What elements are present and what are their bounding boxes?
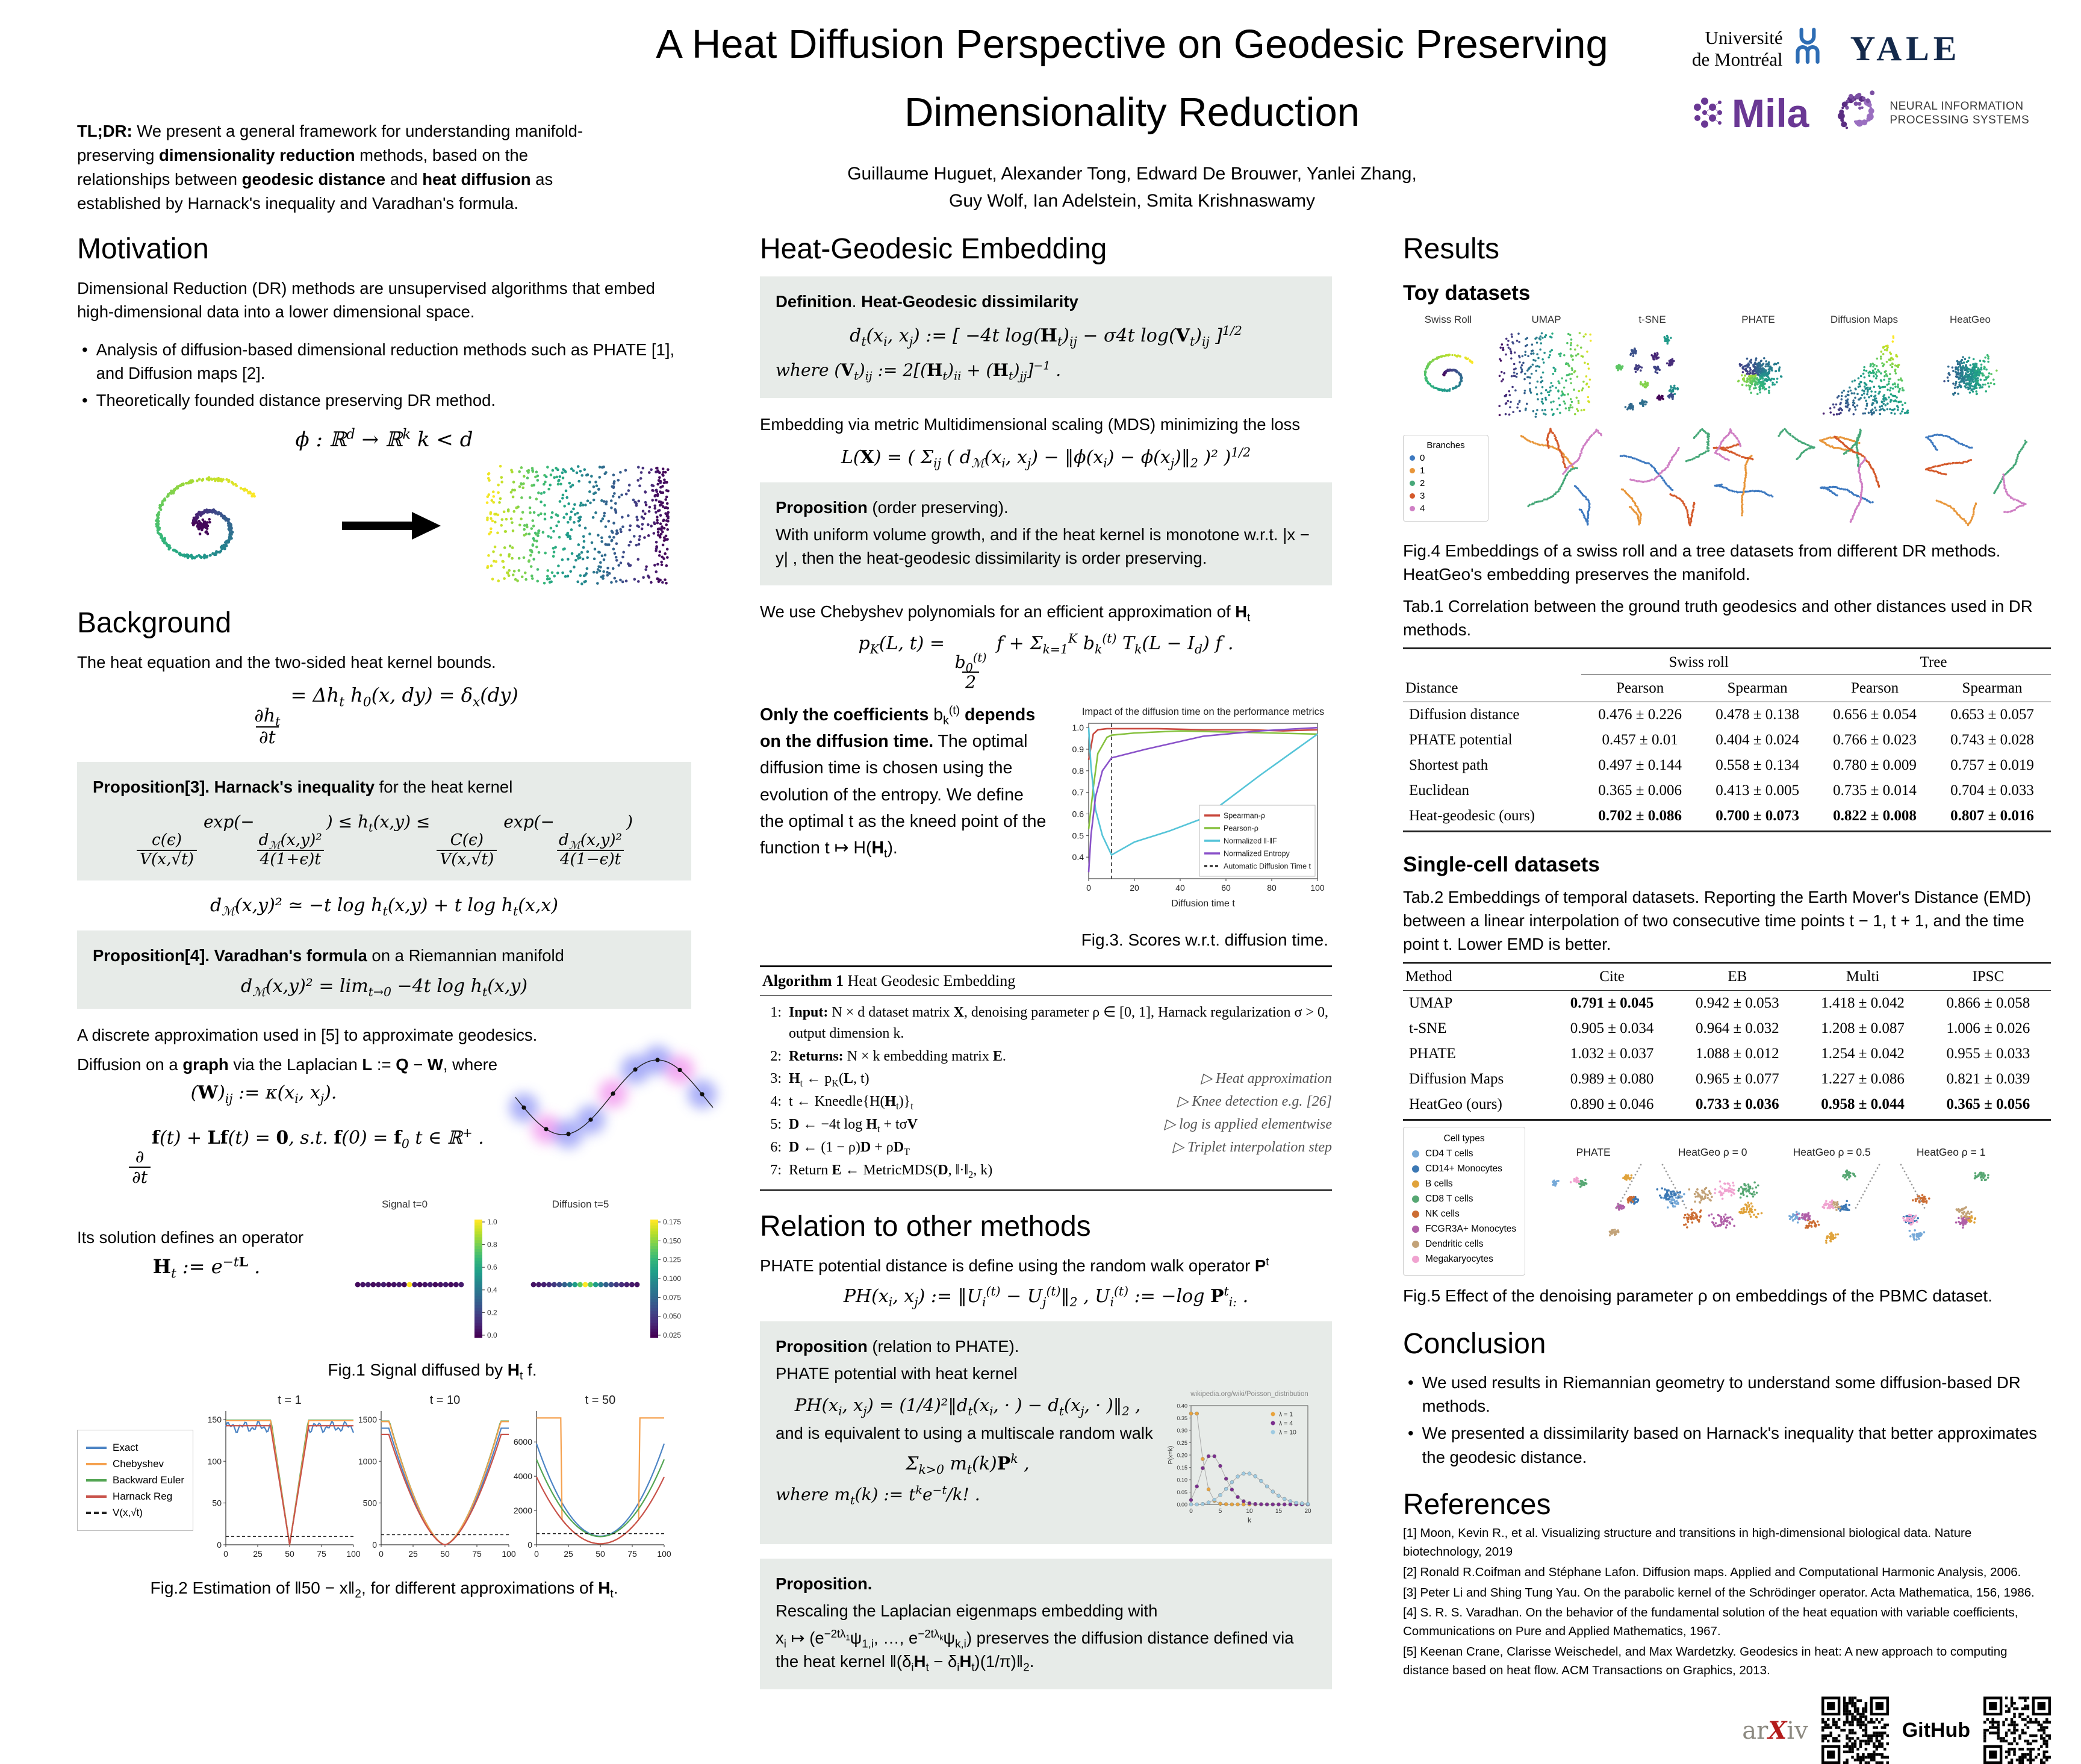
definition-title: Definition. Heat-Geodesic dissimilarity	[776, 290, 1316, 313]
svg-text:15: 15	[1275, 1508, 1283, 1515]
svg-text:5: 5	[1219, 1508, 1222, 1515]
fig5-block	[1403, 1127, 2051, 1276]
column-left	[77, 234, 691, 1601]
algorithm-title: Algorithm 1 Heat Geodesic Embedding	[760, 965, 1332, 996]
proposition-order-box	[760, 482, 1332, 585]
svg-text:0.00: 0.00	[1177, 1502, 1187, 1508]
svg-text:0.5: 0.5	[1072, 831, 1084, 840]
neurips-logo	[1833, 87, 2029, 140]
udem-logo	[1692, 27, 1826, 70]
fig3-row	[760, 702, 1332, 926]
prop-phate-line1: PHATE potential with heat kernel	[776, 1362, 1316, 1385]
fig2-caption: Fig.2 Estimation of ‖50 − $x‖_2$, for different approximations of $H_t$.	[77, 1579, 691, 1598]
mds-text: Embedding via metric Multidimensional scaling (MDS) minimizing the loss	[760, 413, 1332, 436]
svg-text:0.125: 0.125	[663, 1255, 681, 1264]
fig4-caption: Fig.4 Embeddings of a swiss roll and a tree datasets from different DR methods. HeatGeo's embedding preserves the manifold.	[1403, 539, 2051, 586]
svg-text:25: 25	[564, 1549, 573, 1559]
single-cell-heading: Single-cell datasets	[1403, 853, 2051, 877]
svg-text:Normalized Entropy: Normalized Entropy	[1224, 850, 1290, 858]
poster-title-line2: Dimensionality Reduction	[602, 92, 1662, 132]
svg-text:500: 500	[363, 1498, 378, 1507]
graph-diffusion-block	[77, 1053, 691, 1103]
svg-text:4000: 4000	[514, 1471, 532, 1481]
arxiv-part2: iv	[1787, 1717, 1808, 1745]
rescale-body: $x_i$ ↦ ($e^{-2t\lambda_1}\psi_{1,i}$, …, $e^{-2t\lambda_k}\psi_{k,i}$) preserves the diffusion distance defined via the heat kernel $‖(\delta_iH_t$ − $\delta_iH_t)(1/\pi)‖_2$.	[776, 1626, 1316, 1673]
svg-text:60: 60	[1221, 883, 1231, 893]
proposition-rescale-box	[760, 1559, 1332, 1689]
svg-text:0.05: 0.05	[1177, 1489, 1187, 1495]
udem-line2: de Montréal	[1692, 49, 1783, 70]
svg-text:0: 0	[1086, 883, 1091, 893]
svg-text:0.15: 0.15	[1177, 1465, 1187, 1471]
heatgeo-heading: Heat-Geodesic Embedding	[760, 234, 1332, 266]
svg-text:0.050: 0.050	[663, 1312, 681, 1320]
svg-text:0: 0	[223, 1549, 228, 1559]
multiscale-formula: $\Sigma_{k>0}$ $m_t(k)P^k$ ,	[776, 1453, 1160, 1474]
footer-links	[1403, 1697, 2051, 1764]
neurips-icon	[1833, 87, 1885, 140]
graph-signal-figure	[511, 1035, 715, 1158]
operator-formula: $H_t$ := $e^{-tL}$ .	[77, 1255, 336, 1278]
svg-text:0.6: 0.6	[487, 1263, 497, 1271]
svg-text:100: 100	[502, 1549, 516, 1559]
conclusion-heading: Conclusion	[1403, 1329, 2051, 1360]
tab1-caption: Tab.1 Correlation between the ground truth geodesics and other distances used in DR methods.	[1403, 594, 2051, 641]
svg-text:100: 100	[208, 1456, 222, 1466]
table1-correlations: Swiss roll Tree Distance Pearson Spearman Pearson Spearman Diffusion distance 0.476 ± 0.226 0.478 ± 0.138 0.656 ± 0.054 0.653 ± 0.057 PHATE potential 0.457 ± 0.01 0.404 ± 0.024 0.766 ± 0.023 0.743 ± 0.028 Shortest path 0.497 ± 0.144 0.558 ± 0.134 0.780 ± 0.009 0.757 ± 0.019 Euclidean 0.365 ± 0.006 0.413 ± 0.005 0.735 ± 0.014 0.704 ± 0.033 Heat-geodesic (ours) 0.702 ± 0.086 0.700 ± 0.073 0.822 ± 0.008 0.807 ± 0.016	[1403, 647, 2051, 832]
cell-types-legend-items: CD4 T cells CD14+ Monocytes B cells CD8 T cells NK cells FCGR3A+ Monocytes Dendritic cells Megakaryocytes	[1412, 1148, 1516, 1265]
table2-emd: Method Cite EB Multi IPSC UMAP 0.791 ± 0.045 0.942 ± 0.053 1.418 ± 0.042 0.866 ± 0.058 t-SNE 0.905 ± 0.034 0.964 ± 0.032 1.208 ± 0.087 1.006 ± 0.026 PHATE 1.032 ± 0.037 1.088 ± 0.012 1.254 ± 0.042 0.955 ± 0.033 Diffusion Maps 0.989 ± 0.080 0.965 ± 0.077 1.227 ± 0.086 0.821 ± 0.039 HeatGeo (ours) 0.890 ± 0.046 0.733 ± 0.036 0.958 ± 0.044 0.365 ± 0.056	[1403, 962, 2051, 1121]
svg-text:Diffusion t=5: Diffusion t=5	[552, 1198, 609, 1210]
svg-text:t = 10: t = 10	[430, 1394, 461, 1407]
fig3-diffusion-time-chart	[1055, 702, 1332, 926]
svg-text:25: 25	[408, 1549, 418, 1559]
svg-text:Automatic Diffusion Time t: Automatic Diffusion Time t	[1224, 862, 1311, 871]
svg-text:Diffusion time t: Diffusion time t	[1171, 899, 1235, 909]
svg-text:75: 75	[627, 1549, 637, 1559]
udem-line1: Université	[1692, 27, 1783, 49]
svg-text:Spearman-ρ: Spearman-ρ	[1224, 812, 1265, 820]
algorithm-box	[760, 965, 1332, 1191]
mila-wordmark: Mila	[1732, 90, 1809, 136]
fig1-caption: Fig.1 Signal diffused by $H_t$ f.	[77, 1360, 691, 1380]
svg-text:0: 0	[1189, 1508, 1193, 1515]
svg-text:1500: 1500	[358, 1414, 377, 1424]
udem-wordmark	[1692, 27, 1783, 70]
svg-text:50: 50	[440, 1549, 450, 1559]
phate-intro: PHATE potential distance is define using the random walk operator $P^t$	[760, 1254, 1332, 1277]
svg-text:0.40: 0.40	[1177, 1403, 1187, 1409]
svg-text:50: 50	[285, 1549, 294, 1559]
mila-logo	[1692, 90, 1809, 136]
operator-block	[77, 1195, 336, 1278]
github-qr-code	[1983, 1697, 2051, 1764]
fig5-caption: Fig.5 Effect of the denoising parameter ρ on embeddings of the PBMC dataset.	[1403, 1284, 2051, 1307]
arxiv-x-glyph: X	[1768, 1716, 1787, 1745]
dm-approx-formula: $d_ℳ(x,y)^2$ ≃ −t $\log h_t(x,y) + t$ $\log h_t(x,x)$	[77, 895, 691, 916]
ode-formula: $\frac{\partial}{\partial t}$ f(t) + Lf(t) = 0, s.t. $f(0) = f_0$ t ∈ ℝ+ .	[77, 1127, 535, 1186]
background-lead: The heat equation and the two-sided heat kernel bounds.	[77, 650, 691, 674]
neurips-line1: NEURAL INFORMATION	[1890, 99, 2029, 114]
fig2-legend: Exact Chebyshev Backward Euler Harnack Reg V(x,√t)	[77, 1430, 193, 1531]
mapping-formula: ϕ : ℝ$^d$ → ℝ$^k$ k < d	[77, 428, 691, 452]
neurips-line2: PROCESSING SYSTEMS	[1890, 113, 2029, 128]
order-title: Proposition (order preserving).	[776, 496, 1316, 519]
swissroll-embedding-figure	[77, 455, 691, 593]
svg-text:0.30: 0.30	[1177, 1428, 1187, 1434]
arxiv-logo	[1742, 1716, 1808, 1745]
column-middle	[760, 234, 1332, 1704]
phate-heat-formula: $PH(x_i$, $x_j$) = $(1/4)^2‖d_t(x_i$, · ) − $d_t(x_j$, · )$‖_2$ ,	[776, 1395, 1160, 1415]
mds-loss-formula: L(X) = ( $\Sigma_{ij}$ ( $d_ℳ(x_i$, $x_j$) − $‖\phi(x_i)$ − $\phi(x_j)‖_2$ )² )$^{1/2}$	[760, 447, 1332, 468]
chebyshev-text: We use Chebyshev polynomials for an efficient approximation of $H_t$	[760, 600, 1332, 623]
fig2-approximation-plots	[197, 1389, 679, 1571]
fig5-pbmc-panels: PHATE HeatGeo ρ = 0 HeatGeo ρ = 0.5 HeatGeo ρ = 1	[1534, 1146, 2011, 1257]
proposition-phate-box	[760, 1321, 1332, 1544]
poisson-distribution-figure	[1165, 1389, 1316, 1532]
phate-formula: $PH(x_i$, $x_j$) := $‖U_i^{(t)}$ − $U_j^{(t)}‖_2$ , $U_i^{(t)}$ := −log $P^t_{i:}$ .	[760, 1286, 1332, 1307]
svg-text:0.100: 0.100	[663, 1274, 681, 1283]
arxiv-qr-code	[1821, 1697, 1889, 1764]
poster-title-line1: A Heat Diffusion Perspective on Geodesic Preserving	[602, 24, 1662, 64]
svg-text:Normalized ‖·‖F: Normalized ‖·‖F	[1224, 837, 1277, 846]
svg-text:0.25: 0.25	[1177, 1440, 1187, 1446]
yale-logo: YALE	[1850, 28, 1961, 69]
relation-heading: Relation to other methods	[760, 1211, 1332, 1243]
varadhan-formula: $d_ℳ(x,y)^2 = \lim_{t\to 0} -4t$ $\log h_t(x,y)$	[93, 976, 676, 997]
svg-text:λ = 10: λ = 10	[1279, 1429, 1296, 1436]
harnack-formula: $\frac{c(\epsilon)}{V(x,√t)}$ exp(− $\frac{d_ℳ(x,y)^2}{4(1+\epsilon)t}$ ) ≤ $h_t(x,y)$ ≤ $\frac{C(\epsilon)}{V(x,√t)}$ exp(− $\frac{d_ℳ(x,y)^2}{4(1-\epsilon)t}$ )	[93, 812, 676, 868]
graph-text: Diffusion on a graph via the Laplacian L := Q − W, where	[77, 1053, 499, 1076]
chebyshev-formula: $p_K(L$, t) = $\frac{b_0^{(t)}}{2}$ $f + \Sigma_{k=1}^K$ $b_k^{(t)}$ $T_k(L - I_d)$ f .	[760, 633, 1332, 692]
svg-text:100: 100	[657, 1549, 671, 1559]
svg-text:0.35: 0.35	[1177, 1415, 1187, 1421]
cell-types-legend	[1403, 1127, 1525, 1276]
coefficients-text: Only the coefficients $b_k^{(t)}$ depends on the diffusion time. The optimal diffusion time is chosen using the evolution of the entropy. We define the optimal t as the kneed point of the function t ↦ $H(H_t)$.	[760, 702, 1049, 861]
svg-text:75: 75	[472, 1549, 482, 1559]
svg-text:100: 100	[1310, 883, 1325, 893]
github-label: GitHub	[1902, 1719, 1970, 1742]
svg-text:50: 50	[212, 1498, 222, 1507]
svg-text:10: 10	[1246, 1508, 1253, 1515]
svg-text:1.0: 1.0	[1072, 723, 1084, 732]
svg-text:Impact of the diffusion time o: Impact of the diffusion time on the performance metrics	[1082, 706, 1324, 717]
operator-fig1-row	[77, 1195, 691, 1353]
equivalence-text: and is equivalent to using a multiscale random walk	[776, 1421, 1160, 1445]
svg-text:100: 100	[346, 1549, 361, 1559]
motivation-heading: Motivation	[77, 234, 691, 266]
references-list: [1] Moon, Kevin R., et al. Visualizing structure and transitions in high-dimensional biological data. Nature biotechnology, 2019 [2] Ronald R.Coifman and Stéphane Lafon. Diffusion maps. Applied and Computational Harmonic Analysis, 2006. [3] Peter Li and Shing Tung Yau. On the parabolic kernel of the Schrödinger operator. Acta Mathematica, 156, 1986. [4] S. R. S. Varadhan. On the behavior of the fundamental solution of the heat equation with variable coefficients, Communications on Pure and Applied Mathematics, 1967. [5] Keenan Crane, Clarisse Weischedel, and Max Wardetzky. Geodesics in heat: A new approach to computing distance based on heat flow. ACM Transactions on Graphics, 2013.	[1403, 1524, 2051, 1680]
phate-equivalence-block	[776, 1389, 1160, 1510]
proposition-varadhan-box	[77, 930, 691, 1009]
svg-text:wikipedia.org/wiki/Poisson_dis: wikipedia.org/wiki/Poisson_distribution	[1190, 1391, 1308, 1398]
svg-text:0.075: 0.075	[663, 1293, 681, 1301]
svg-text:40: 40	[1175, 883, 1185, 893]
motivation-intro: Dimensional Reduction (DR) methods are unsupervised algorithms that embed high-dimensional data into a lower dimensional space.	[77, 276, 691, 323]
logos-row2	[1692, 87, 2071, 140]
svg-text:P(x=k): P(x=k)	[1167, 1446, 1174, 1465]
fig1-diffused-signal	[336, 1195, 685, 1353]
cell-types-legend-title: Cell types	[1412, 1133, 1516, 1144]
svg-text:0.4: 0.4	[487, 1285, 497, 1294]
svg-text:150: 150	[208, 1414, 222, 1424]
rescale-line1: Rescaling the Laplacian eigenmaps embedding with	[776, 1599, 1316, 1622]
prop-phate-title: Proposition (relation to PHATE).	[776, 1335, 1316, 1358]
svg-text:0.9: 0.9	[1072, 744, 1084, 754]
dissimilarity-formula: $d_t(x_i$, $x_j$) := [ −4t $\log(H_t)_{ij} - \sigma 4t$ $\log(V_t)_{ij}$ ]$^{1/2}$	[776, 325, 1316, 346]
svg-text:0: 0	[527, 1540, 532, 1550]
svg-text:0.150: 0.150	[663, 1236, 681, 1245]
background-heading: Background	[77, 608, 691, 640]
proposition-harnack-box	[77, 762, 691, 880]
mila-icon	[1692, 96, 1727, 130]
svg-text:2000: 2000	[514, 1506, 532, 1515]
column-right	[1403, 234, 2051, 1764]
svg-text:0: 0	[379, 1549, 384, 1559]
svg-text:t = 50: t = 50	[585, 1394, 616, 1407]
prop4-title: Proposition[4]. Varadhan's formula on a Riemannian manifold	[93, 944, 676, 967]
svg-text:6000: 6000	[514, 1437, 532, 1447]
svg-text:1.0: 1.0	[487, 1218, 497, 1226]
svg-text:0.0: 0.0	[487, 1331, 497, 1339]
svg-text:k: k	[1248, 1516, 1252, 1524]
results-heading: Results	[1403, 234, 2051, 266]
fig2-block	[77, 1389, 691, 1571]
authors-line1: Guillaume Huguet, Alexander Tong, Edward De Brouwer, Yanlei Zhang,	[602, 160, 1662, 187]
logos-row1	[1692, 27, 2071, 70]
svg-text:75: 75	[317, 1549, 326, 1559]
fig4-embeddings-grid: Swiss Roll UMAP t-SNE PHATE Diffusion Maps HeatGeo Branches 0 1 2 3 4	[1403, 314, 2051, 531]
udem-icon	[1789, 27, 1826, 64]
authors-line2: Guy Wolf, Ian Adelstein, Smita Krishnaswamy	[602, 187, 1662, 214]
references-heading: References	[1403, 1489, 2051, 1521]
neurips-wordmark	[1890, 99, 2029, 128]
svg-text:0: 0	[534, 1549, 539, 1559]
heat-equation-formula: $\frac{\partial h_t}{\partial t}$ = $\Delta h_t$ $h_0(x$, $dy) = \delta_x(dy)$	[77, 684, 691, 747]
svg-text:0.8: 0.8	[1072, 766, 1084, 776]
definition-box	[760, 276, 1332, 398]
svg-text:20: 20	[1304, 1508, 1311, 1515]
prop3-title: Proposition[3]. Harnack's inequality for the heat kernel	[93, 775, 676, 799]
svg-text:0.175: 0.175	[663, 1218, 681, 1226]
logos-block	[1692, 27, 2071, 140]
phate-poisson-row	[776, 1389, 1316, 1532]
rescale-title: Proposition.	[776, 1572, 1316, 1595]
discrete-note: A discrete approximation used in [5] to approximate geodesics.	[77, 1023, 691, 1047]
svg-text:Pearson-ρ: Pearson-ρ	[1224, 824, 1258, 833]
mt-definition: where $m_t(k)$ := $t^ke^{-t}/k$! .	[776, 1483, 1160, 1507]
svg-text:50: 50	[596, 1549, 605, 1559]
svg-text:λ = 1: λ = 1	[1279, 1411, 1293, 1418]
kernel-formula: $(W)_{ij}$ := $\kappa(x_i$, $x_j$).	[77, 1082, 450, 1103]
svg-text:25: 25	[253, 1549, 263, 1559]
svg-text:Signal t=0: Signal t=0	[382, 1198, 428, 1210]
svg-text:0.8: 0.8	[487, 1240, 497, 1248]
svg-text:0.4: 0.4	[1072, 852, 1084, 862]
tab2-caption: Tab.2 Embeddings of temporal datasets. Reporting the Earth Mover's Distance (EMD) between a linear interpolation of two consecutive time points t − 1, t + 1, and the time point t. Lower EMD is better.	[1403, 885, 2051, 956]
svg-text:0: 0	[217, 1540, 222, 1550]
svg-text:20: 20	[1130, 883, 1139, 893]
svg-text:λ = 4: λ = 4	[1279, 1420, 1293, 1427]
algorithm-lines: 1: Input: N × d dataset matrix X, denoising parameter ρ ∈ [0, 1], Harnack regularization σ > 0, output dimension k. 2: Returns: N × k embedding matrix E. 3: $H_t$ ← $p_K(L$, t) ▷ Heat approximation 4: t ← $Kneedle\{H(H_t)\}_t$ ▷ Knee detection e.g. [26] 5: D ← −4t $\log H_t + t\sigma V$ ▷ log is applied elementwise 6: D ← $(1 - \rho)D + \rho D_T$ ▷ Triplet interpolation step 7: Return E ← MetricMDS(D, $‖\cdot‖_2$, k)	[760, 996, 1332, 1191]
header-block	[602, 24, 1662, 214]
fig3-caption: Fig.3. Scores w.r.t. diffusion time.	[760, 930, 1328, 950]
toy-datasets-heading: Toy datasets	[1403, 281, 2051, 305]
svg-text:0: 0	[372, 1540, 377, 1550]
arxiv-part1: ar	[1742, 1717, 1768, 1745]
tldr-text: TL;DR: We present a general framework for understanding manifold-preserving dimensionality reduction methods, based on the relationships between geodesic distance and heat diffusion as established by Harnack's inequality and Varadhan's formula.	[77, 119, 619, 216]
svg-text:0.025: 0.025	[663, 1331, 681, 1339]
conclusion-bullets: • We used results in Riemannian geometry to understand some diffusion-based DR methods. • We presented a dissimilarity based on Harnack's inequality that better approximates the geodesic distance.	[1403, 1371, 2051, 1468]
svg-text:80: 80	[1267, 883, 1277, 893]
svg-text:0.2: 0.2	[487, 1308, 497, 1317]
motivation-bullets: • Analysis of diffusion-based dimensional reduction methods such as PHATE [1], and Diffusion maps [2]. • Theoretically founded distance preserving DR method.	[77, 338, 691, 412]
svg-text:0.6: 0.6	[1072, 809, 1084, 819]
order-body: With uniform volume growth, and if the heat kernel is monotone w.r.t. |x − y| , then the heat-geodesic dissimilarity is order preserving.	[776, 523, 1316, 570]
where-v-formula: where $(V_t)_{ij}$ := $2[(H_t)_{ii} + (H_t)_{jj}]^{-1}$ .	[776, 358, 1316, 382]
solution-text: Its solution defines an operator	[77, 1226, 336, 1249]
svg-text:0.10: 0.10	[1177, 1477, 1187, 1483]
svg-text:0.7: 0.7	[1072, 788, 1084, 797]
svg-text:0.20: 0.20	[1177, 1453, 1187, 1459]
svg-text:1000: 1000	[358, 1456, 377, 1466]
svg-text:t = 1: t = 1	[278, 1394, 301, 1407]
